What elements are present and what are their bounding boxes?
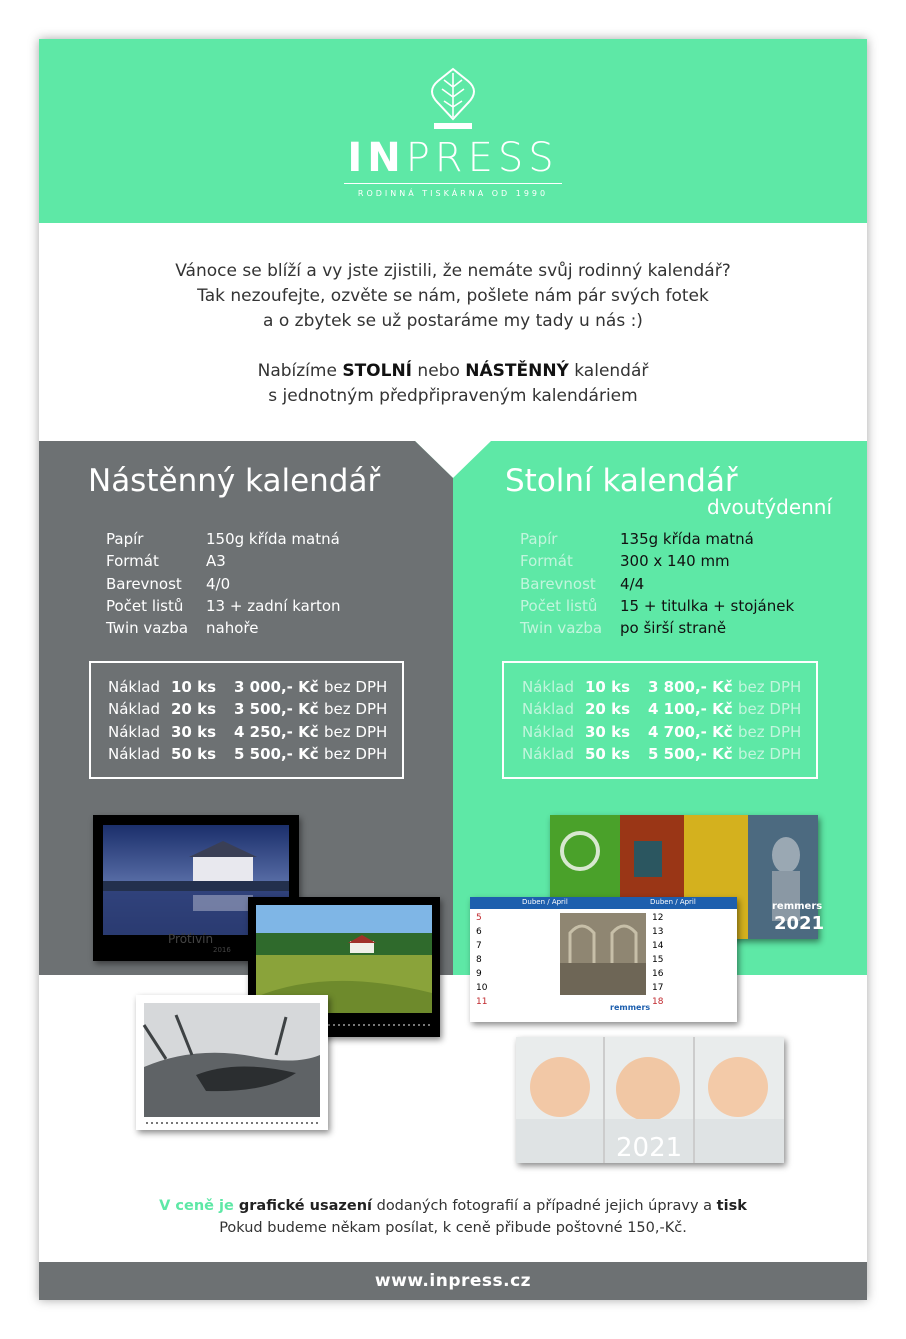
baby-year: 2021 — [616, 1133, 683, 1163]
spec-row: Barevnost 4/0 — [106, 574, 231, 593]
remmers-word: remmers — [772, 901, 823, 912]
intro-text — [39, 259, 867, 409]
price-row: Náklad 20 ks 3 500,- Kč bez DPH — [108, 700, 388, 719]
flyer-sheet — [39, 39, 867, 1300]
spec-row: Počet listů 13 + zadní karton — [106, 596, 341, 615]
cal-header-left: Duben / April — [522, 898, 568, 906]
brand-name: INPRESS — [347, 135, 559, 181]
brand-tagline: RODINNÁ TISKÁRNA OD 1990 — [357, 189, 549, 198]
offer-line: Nabízíme STOLNÍ nebo NÁSTĚNNÝ kalendář — [257, 361, 649, 381]
header-band — [39, 39, 867, 223]
desk-calendar-photo-baby — [516, 1037, 784, 1163]
cal-center-photo — [560, 913, 646, 995]
spec-row: Formát 300 x 140 mm — [520, 552, 730, 571]
spec-row: Twin vazba nahoře — [106, 619, 259, 638]
price-row: Náklad 20 ks 4 100,- Kč bez DPH — [522, 700, 802, 719]
footer-line-1: V ceně je grafické usazení dodaných fotografií a případné jejich úpravy a tisk — [159, 1198, 747, 1214]
price-row: Náklad 30 ks 4 700,- Kč bez DPH — [522, 722, 802, 741]
desk-price-box — [502, 661, 818, 779]
offer-line-2: s jednotným předpřipraveným kalendáriem — [268, 386, 638, 406]
wall-title: Nástěnný kalendář — [88, 463, 381, 499]
price-row: Náklad 50 ks 5 500,- Kč bez DPH — [522, 744, 802, 763]
cal-header-right: Duben / April — [650, 898, 696, 906]
remmers-year: 2021 — [774, 913, 825, 934]
price-row: Náklad 10 ks 3 000,- Kč bez DPH — [108, 678, 388, 696]
wall-price-box — [89, 661, 404, 779]
photo-year: 2016 — [213, 946, 231, 954]
bottom-bar — [39, 1262, 867, 1300]
inpress-logo-icon — [424, 67, 482, 133]
cal-logo: remmers — [610, 1003, 651, 1012]
spec-row: Twin vazba po širší straně — [520, 619, 727, 638]
cal-day-list-left: 5 6 7 8 9 10 11 — [476, 913, 488, 1007]
intro-line-1: Vánoce se blíží a vy jste zjistili, že nemáte svůj rodinný kalendář? — [175, 261, 731, 281]
price-row: Náklad 30 ks 4 250,- Kč bez DPH — [108, 722, 388, 741]
price-row: Náklad 10 ks 3 800,- Kč bez DPH — [522, 678, 802, 696]
spec-row: Počet listů 15 + titulka + stojánek — [520, 596, 795, 615]
desk-subtitle: dvoutýdenní — [707, 495, 833, 519]
cal-day-list-right: 12 13 14 15 16 17 18 — [652, 913, 664, 1007]
desk-title: Stolní kalendář — [505, 463, 738, 499]
wall-specs — [106, 528, 341, 639]
spec-row: Barevnost 4/4 — [520, 574, 645, 593]
spec-row: Formát A3 — [106, 552, 226, 571]
intro-line-2: Tak nezoufejte, ozvěte se nám, pošlete nám pár svých fotek — [197, 286, 709, 306]
spec-row: Papír 150g křída matná — [106, 530, 340, 548]
photo-caption: Pröťivín — [168, 932, 214, 946]
desk-calendar-photo-weekly — [470, 897, 737, 1022]
price-row: Náklad 50 ks 5 500,- Kč bez DPH — [108, 744, 388, 763]
brand-divider — [344, 183, 562, 184]
spec-row: Papír 135g křída matná — [520, 530, 754, 548]
desk-specs — [520, 528, 794, 639]
wall-calendar-photo-3 — [136, 995, 328, 1130]
intro-line-3: a o zbytek se už postaráme my tady u nás :) — [263, 311, 643, 331]
footer-line-2: Pokud budeme někam posílat, k ceně přibude poštovné 150,-Kč. — [219, 1220, 687, 1236]
footer-text — [39, 1195, 867, 1239]
website-link[interactable]: www.inpress.cz — [374, 1271, 532, 1291]
